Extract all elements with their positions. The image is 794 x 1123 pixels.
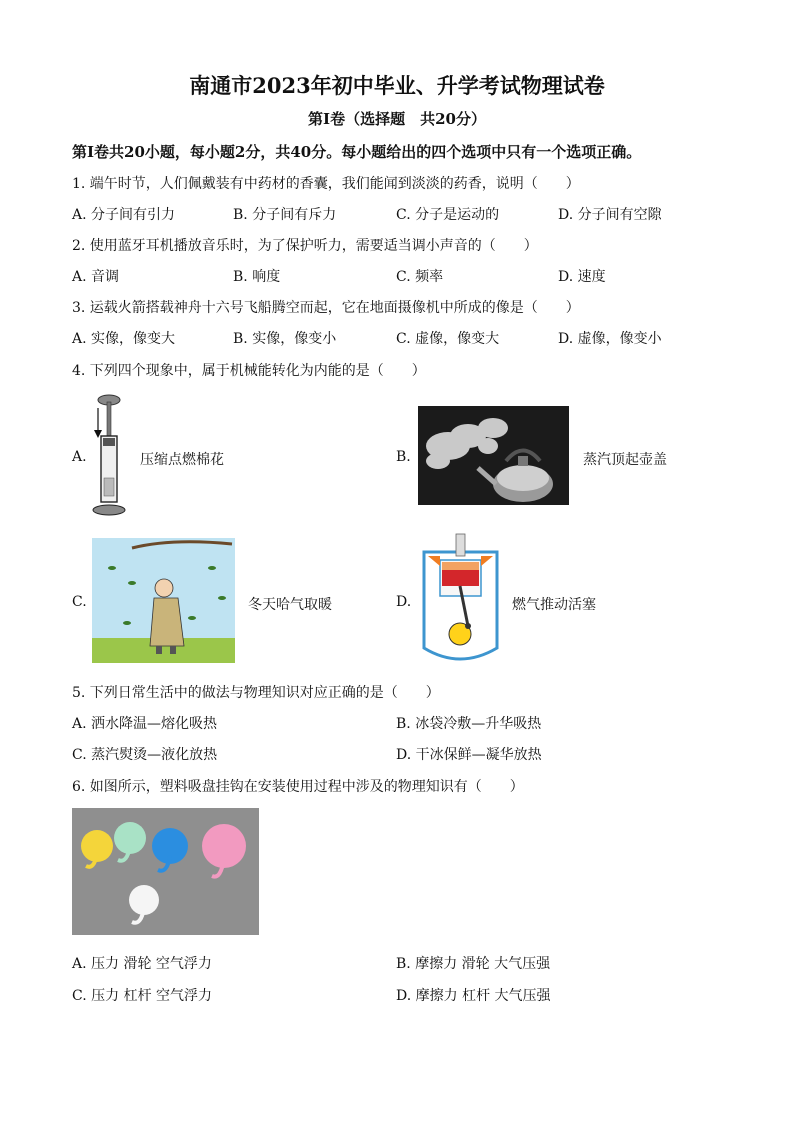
section-title: 第Ⅰ卷（选择题 共20分）: [308, 110, 486, 128]
q6-option-c[interactable]: C. 压力 杠杆 空气浮力: [72, 988, 213, 1004]
q2-option-d[interactable]: D. 速度: [558, 269, 606, 285]
question-2-stem: 2. 使用蓝牙耳机播放音乐时，为了保护听力，需要适当调小声音的（ ）: [72, 238, 538, 254]
q4-caption-a: 压缩点燃棉花: [140, 452, 224, 468]
q5-option-d[interactable]: D. 干冰保鲜—凝华放热: [396, 747, 542, 763]
q6-option-a[interactable]: A. 压力 滑轮 空气浮力: [72, 956, 212, 972]
q3-option-d[interactable]: D. 虚像，像变小: [558, 331, 662, 347]
q2-option-b[interactable]: B. 响度: [233, 269, 281, 285]
question-6-stem: 6. 如图所示，塑料吸盘挂钩在安装使用过程中涉及的物理知识有（ ）: [72, 779, 524, 795]
q4-caption-d: 燃气推动活塞: [512, 597, 596, 613]
q6-option-d[interactable]: D. 摩擦力 杠杆 大气压强: [396, 988, 551, 1004]
question-1-stem: 1. 端午时节，人们佩戴装有中药材的香囊，我们能闻到淡淡的药香，说明（ ）: [72, 176, 580, 192]
q4-option-a[interactable]: A.: [72, 449, 87, 465]
q3-option-c[interactable]: C. 虚像，像变大: [396, 331, 500, 347]
question-3-stem: 3. 运载火箭搭载神舟十六号飞船腾空而起，它在地面摄像机中所成的像是（ ）: [72, 300, 580, 316]
q5-option-a[interactable]: A. 洒水降温—熔化吸热: [72, 716, 218, 732]
q6-option-b[interactable]: B. 摩擦力 滑轮 大气压强: [396, 956, 551, 972]
q1-option-d[interactable]: D. 分子间有空隙: [558, 207, 662, 223]
page-title: 南通市2023年初中毕业、升学考试物理试卷: [189, 73, 605, 98]
q2-option-c[interactable]: C. 频率: [396, 269, 444, 285]
q3-option-b[interactable]: B. 实像，像变小: [233, 331, 337, 347]
q1-option-a[interactable]: A. 分子间有引力: [72, 207, 176, 223]
q5-option-c[interactable]: C. 蒸汽熨烫—液化放热: [72, 747, 218, 763]
kettle-steam-photo: [418, 406, 569, 505]
q1-option-c[interactable]: C. 分子是运动的: [396, 207, 500, 223]
instruction: 第Ⅰ卷共20小题，每小题2分，共40分。每小题给出的四个选项中只有一个选项正确。: [72, 143, 642, 161]
q4-caption-c: 冬天哈气取暖: [248, 597, 332, 613]
q4-caption-b: 蒸汽顶起壶盖: [583, 452, 667, 468]
fire-piston-figure: [88, 392, 128, 520]
engine-piston-diagram: [418, 530, 503, 670]
q4-option-c[interactable]: C.: [72, 594, 87, 610]
q4-option-d[interactable]: D.: [396, 594, 412, 610]
question-5-stem: 5. 下列日常生活中的做法与物理知识对应正确的是（ ）: [72, 685, 440, 701]
question-4-stem: 4. 下列四个现象中，属于机械能转化为内能的是（ ）: [72, 363, 426, 379]
q5-option-b[interactable]: B. 冰袋冷敷—升华吸热: [396, 716, 542, 732]
suction-hooks-photo: [72, 808, 259, 935]
q2-option-a[interactable]: A. 音调: [72, 269, 120, 285]
q3-option-a[interactable]: A. 实像，像变大: [72, 331, 176, 347]
winter-breath-cartoon: [92, 538, 235, 663]
q1-option-b[interactable]: B. 分子间有斥力: [233, 207, 337, 223]
q4-option-b[interactable]: B.: [396, 449, 411, 465]
